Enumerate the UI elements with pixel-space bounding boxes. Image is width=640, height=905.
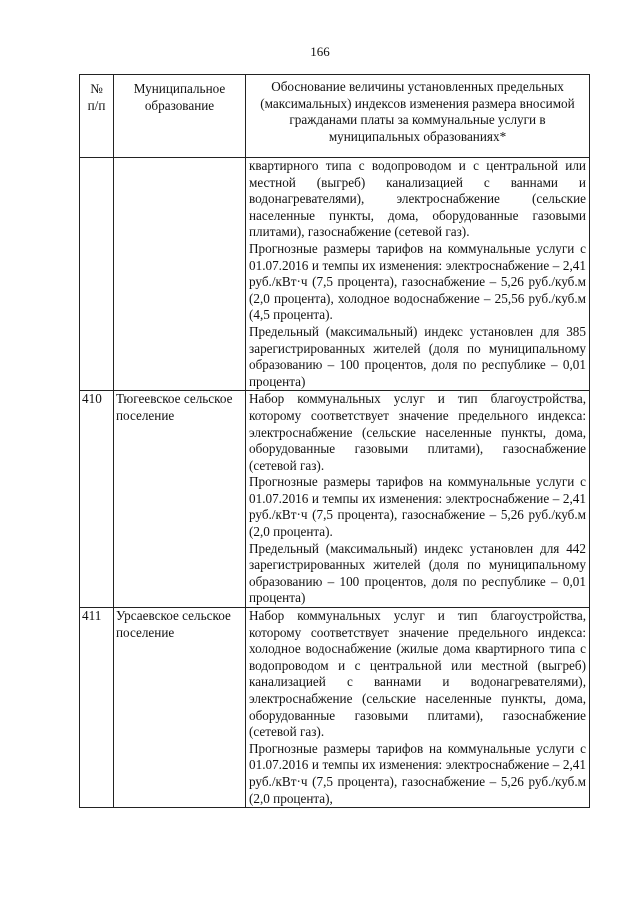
header-justification: Обоснование величины установленных предельных (максимальных) индексов изменения размера вносимой гражданами платы за коммунальные услуги в муниципальных образованиях* (246, 75, 590, 158)
table-row (80, 391, 590, 608)
row-municipality: Тюгеевское сельское поселение (114, 391, 246, 608)
justification-paragraph: Набор коммунальных услуг и тип благоустройства, которому соответствует значение предельного индекса: электроснабжение (сельские населенные пункты, дома, оборудованные газовыми плитами), газоснабжение (сетевой газ). (249, 391, 586, 473)
page-number: 166 (310, 44, 330, 59)
table-row (80, 608, 590, 808)
justification-paragraph: Прогнозные размеры тарифов на коммунальные услуги с 01.07.2016 и темпы их изменения: электроснабжение – 2,41 руб./кВт·ч (7,5 процента), газоснабжение – 5,26 руб./куб.м (2,0 процента). (249, 474, 586, 540)
row-number (80, 158, 114, 391)
header-municipality: Муниципальное образование (114, 75, 246, 158)
row-justification (246, 158, 590, 391)
row-municipality: Урсаевское сельское поселение (114, 608, 246, 808)
row-number: 410 (80, 391, 114, 608)
justification-paragraph: квартирного типа с водопроводом и с центральной или местной (выгреб) канализацией с ваннами и водонагревателями), электроснабжение (сельские населенные пункты, дома, оборудованные газовыми плитами), газоснабжение (сетевой газ). (249, 158, 586, 240)
justification-paragraph: Прогнозные размеры тарифов на коммунальные услуги с 01.07.2016 и темпы их изменения: электроснабжение – 2,41 руб./кВт·ч (7,5 процента), газоснабжение – 5,26 руб./куб.м (2,0 процента), (249, 740, 586, 806)
justification-paragraph: Набор коммунальных услуг и тип благоустройства, которому соответствует значение предельного индекса: холодное водоснабжение (жилые дома квартирного типа с водопроводом и с центральной или местной (выгреб) канализацией с ваннами и водонагревателями), электроснабжение (сельские населенные пункты, дома, оборудованные газовыми плитами), газоснабжение (сетевой газ). (249, 608, 586, 740)
tariff-index-table (79, 74, 590, 808)
justification-paragraph: Предельный (максимальный) индекс установлен для 385 зарегистрированных жителей (доля по муниципальному образованию – 100 процентов, доля по республике – 0,01 процента) (249, 323, 586, 389)
table-row (80, 158, 590, 391)
row-number: 411 (80, 608, 114, 808)
table-header-row (80, 75, 590, 158)
row-justification (246, 391, 590, 608)
justification-paragraph: Прогнозные размеры тарифов на коммунальные услуги с 01.07.2016 и темпы их изменения: электроснабжение – 2,41 руб./кВт·ч (7,5 процента), газоснабжение – 5,26 руб./куб.м (2,0 процента), холодное водоснабжение – 25,56 руб./куб.м (4,5 процента). (249, 240, 586, 323)
row-justification (246, 608, 590, 808)
row-municipality (114, 158, 246, 391)
justification-paragraph: Предельный (максимальный) индекс установлен для 442 зарегистрированных жителей (доля по муниципальному образованию – 100 процентов, доля по республике – 0,01 процента) (249, 540, 586, 606)
header-number: № п/п (80, 75, 114, 158)
